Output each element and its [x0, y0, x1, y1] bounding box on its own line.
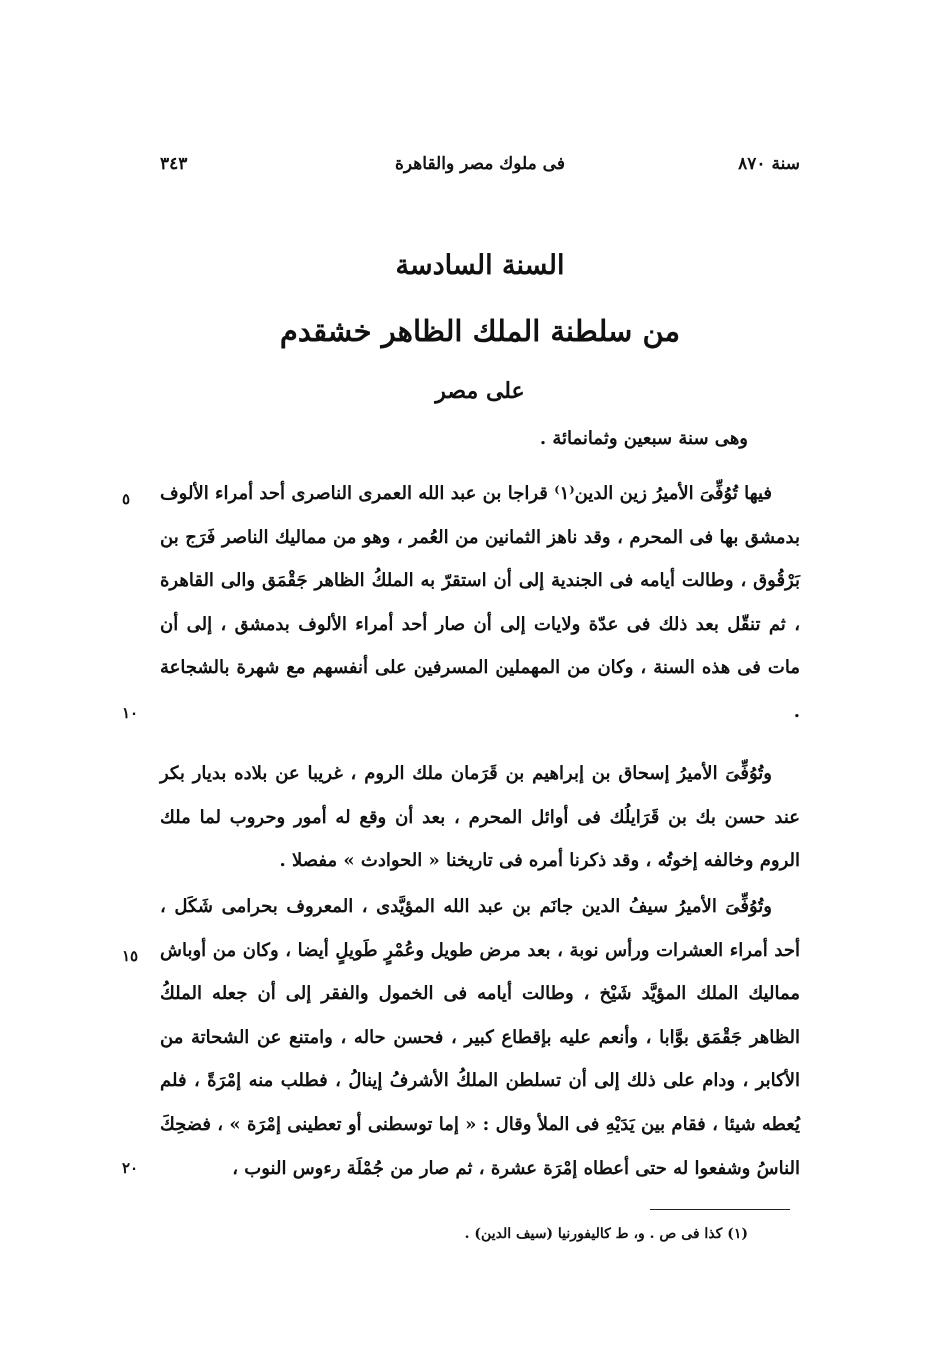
header-year: سنة ٨٧٠ [738, 154, 800, 174]
paragraph: فيها تُوُفِّىَ الأميرُ زين الدين⁽١⁾ قراجا بن عبد الله العمرى الناصرى أحد أمراء الألوف بدمشق بها فى المحرم ، وقد ناهز الثمانين من العُمر ، وهو من مماليك الناصر فَرَج بن بَرْقُوق ، وطالت أيامه فى الجندية إلى أن استقرّ به الملكُ الظاهر جَقْمَق والى القاهرة ، ثم تنقّل بعد ذلك فى عدّة ولايات إلى أن صار أحد أمراء الألوف بدمشق ، إلى أن مات فى هذه السنة ، وكان من المهملين المسرفين على أنفسهم مع شهرة بالشجاعة . [160, 483, 800, 722]
paragraph-block-3 [160, 885, 800, 1190]
line-number-margin: ٥ [122, 490, 131, 508]
chapter-title-line-3: على مصر [435, 378, 525, 404]
paragraph: وتُوُفِّىَ الأميرُ إسحاق بن إبراهيم بن قَرَمان ملك الروم ، غريبا عن بلاده بديار بكر عند حسن بك بن قَرَايلُك فى أوائل المحرم ، بعد أن وقع له أمور وحروب لما ملك الروم وخالفه إخوتُه ، وقد ذكرنا أمره فى تاريخنا « الحوادث » مفصلا . [160, 763, 800, 872]
page-number: ٣٤٣ [160, 154, 188, 174]
intro-line: وهى سنة سبعين وثمانمائة . [539, 428, 748, 449]
paragraph-block-2 [160, 752, 800, 883]
paragraph: وتُوُفِّىَ الأميرُ سيفُ الدين جانَم بن عبد الله المؤيَّدى ، المعروف بحرامى شَكَل ، أحد أمراء العشرات ورأس نوبة ، بعد مرض طويل وعُمْرٍ طَويلٍ أيضا ، وكان من أوباش مماليك الملك المؤيَّد شَيْخ ، وطالت أيامه فى الخمول والفقر إلى أن جعله الملكُ الظاهر جَقْمَق بوَّابا ، وأنعم عليه بإقطاع كبير ، فحسن حاله ، وامتنع عن الشحاتة من الأكابر ، ودام على ذلك إلى أن تسلطن الملكُ الأشرفُ إينالُ ، فطلب منه إمْرَةً ، فلم يُعطه شيئا ، فقام بين يَدَيْهِ فى الملأ وقال : « إما توسطنى أو تعطينى إمْرَة » ، فضحِكَ الناسُ وشفعوا له حتى أعطاه إمْرَة عشرة ، ثم صار من جُمْلَة رءوس النوب ، [160, 896, 800, 1179]
chapter-title-line-2: من سلطنة الملك الظاهر خشقدم [279, 314, 681, 348]
footnote: (١) كذا فى ص . و، ط كاليفورنيا (سيف الدين) . [464, 1226, 748, 1242]
line-number-margin: ٢٠ [122, 1159, 139, 1177]
paragraph-block-1 [160, 472, 800, 734]
chapter-title-line-1: السنة السادسة [395, 250, 565, 281]
line-number-margin: ١٠ [122, 704, 139, 722]
line-number-margin: ١٥ [122, 947, 139, 965]
footnote-rule [650, 1209, 790, 1210]
header-running-title: فى ملوك مصر والقاهرة [395, 154, 565, 174]
running-header [160, 154, 800, 186]
